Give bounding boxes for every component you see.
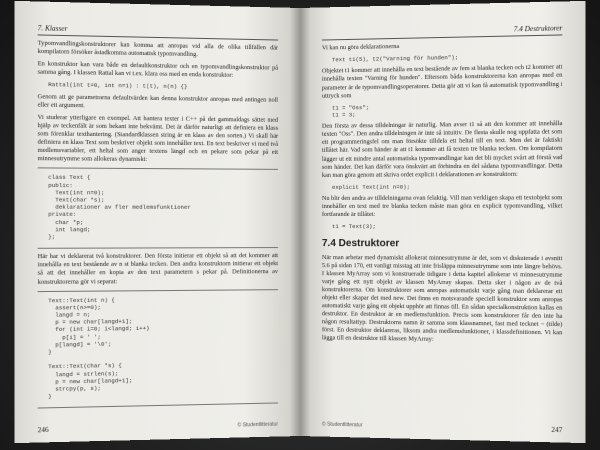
right-paragraph-1: Vi kan nu göra deklarationerna: [321, 43, 400, 52]
left-footer: © Studentlitteratur: [237, 421, 279, 429]
left-code-box-2: [38, 289, 278, 409]
left-paragraph-1: Typomvandlingskonstruktorer kan komma att anropas vid alla de olika tillfällen där kompilatorn försöker åstadkomma automatisk typomvandling.: [37, 39, 279, 59]
right-paragraph-2: Objektet t1 kommer att innehålla en text bestående av fem st blanka tecken och t2 kommer att innehålla texten "Varning för hunden". Eftersom båda konstruktorerna kan anropas med en parameter är de typomvandlingsoperatorer. Detta gör att vi kan få automatisk typomvandling i uttryck som: [321, 63, 563, 100]
left-paragraph-5: Här har vi deklarerat två konstruktorer. Den första initierar ett objekt så att det kommer att innehålla en text bestående av n st blanka tecken. Den andra konstruktorn initierar ett objekt så att det innehåller en kopia av den text parametern s pekar på. Definitionerna av konstruktorerna gör vi separat:: [37, 252, 279, 286]
right-code-1: Text t1(5), t2("Varning för hunden");: [331, 54, 459, 64]
left-page: [14, 1, 300, 443]
right-code-3: explicit Text(int n=0);: [331, 183, 411, 191]
right-paragraph-5: När man arbetar med dynamiskt allokerat minnesutrymme är det, som vi diskuterade i avsnitt 5.6 på sidan 170, ett vanligt misstag att inte frisläppa minnesutrymme som inte längre behövs. I klassen MyArray som vi konstruerade tidigare i detta kapitel allokerar vi minnesutrymme varje gång ett nytt objekt av klassen MyArray skapas. Detta sker i någon av de två konstruktorerna. Om konstruktorer som anropas automatiskt varje gång man deklarerar ett objekt eller skapar det med new. Det finns en motsvarande speciell konstruktor som anropas automatiskt varje gång ett objekt upphör att finnas till. En sådan specialkonstruktion kallas en destruktor. En destruktor är en medlemsfunktion. Precis som konstruktorer får den inte ha någon resultattyp. Destruktorns namn är samma som klassnamnet, fast med tecknet ~ (tilde) först. En destruktor deklareras, liksom andra medlemsfunktioner, i klassdefinitionen. Vi kan lägga till en destruktor till klassen MyArray:: [321, 253, 563, 344]
right-code-2: t1 = "Oss"; t1 = 3;: [331, 103, 370, 119]
right-page-number: 247: [551, 425, 563, 435]
left-code-box-1: [38, 168, 278, 249]
left-paragraph-3: Genom att ge parametrarna defaultvärden kan denna konstruktor anropas med antingen noll eller ett argument.: [37, 92, 279, 109]
right-page: [300, 1, 586, 443]
right-running-head: 7.4 Destruktorer: [322, 24, 562, 41]
left-running-head: 7. Klasser: [38, 24, 278, 41]
left-code-1: Rattal(int t=0, int n=1) : t(t), n(n) {}: [48, 81, 188, 91]
right-code-4: t1 = Text(3);: [331, 223, 376, 231]
right-footer: © Studentlitteratur: [321, 421, 363, 429]
right-paragraph-3: Den första av dessa tilldelningar är naturlig. Man avser t1 så att den kommer att innehålla texten "Oss". Den andra tilldelningen är inte så intuitiv. De flesta skulle nog uppfatta det som ett programmeringsfel om man försökte tilldela ett heltal till en text. Men det är faktiskt tillåtet här. Vad som händer är att t1 kommer att få texten tre blanka tecken. Om kompilatorn lägger ut ett mindre antal automatiska typomvandlingar kan det bli mycket svårt att förstå vad som händer. Det kan därför vara önskvärt att förhindra en del sådana typomvandlingar. Detta kan man göra genom att skriva ordet explicit i deklarationen av konstruktorn:: [321, 120, 563, 179]
section-heading: 7.4 Destruktorer: [321, 237, 400, 249]
left-code-2: class Text { public: Text(int n=0); Text(char *s); deklarationer av fler medlemsfunktioner private: char *p; int langd; };: [48, 174, 191, 241]
left-page-number: 246: [37, 425, 49, 435]
left-paragraph-2: En konstruktor kan vara både en defaultkonstruktor och en typomvandlingskonstruktor på samma gång. I klassen Rattal kan vi t.ex. klara oss med en enda konstruktor:: [37, 60, 279, 80]
left-paragraph-4: Vi studerar ytterligare en exempel. Att hantera texter i C++ på det gammaldags sättet med hjälp av teckenfält är som bekant inte bekvämt. Det är därför naturligt att definiera en klass som förenklar texthantering. (Standardklassen string är en klass av den sorten.) Vi skall här definiera en klass Text som beskriver objekt som innehåller text. En text beskriver vi med två medlemsvariabler, ett heltal som anger textens längd och en pekare som pekar på ett minnesutrymme som allokeras dynamiskt:: [37, 113, 279, 164]
right-paragraph-4: Nu blir den andra av tilldelningarna ovan felaktig. Vill man verkligen skapa ett textobjekt som innehåller en text med tre blanka tecken måste man göra en explicit typomvandling, vilket fortfarande är tillåtet:: [321, 194, 563, 219]
open-book: [22, 8, 578, 436]
left-code-3: Text::Text(int n) { assert(n>=0); langd = n; p = new char[langd+1]; for (int i=0; i<langd; i++) p[i] = ' '; p[langd] = '\0'; } Text::Text(char *s) { langd = strlen(s); p = new char[langd+1]; strcpy(p, s); }: [48, 296, 150, 401]
